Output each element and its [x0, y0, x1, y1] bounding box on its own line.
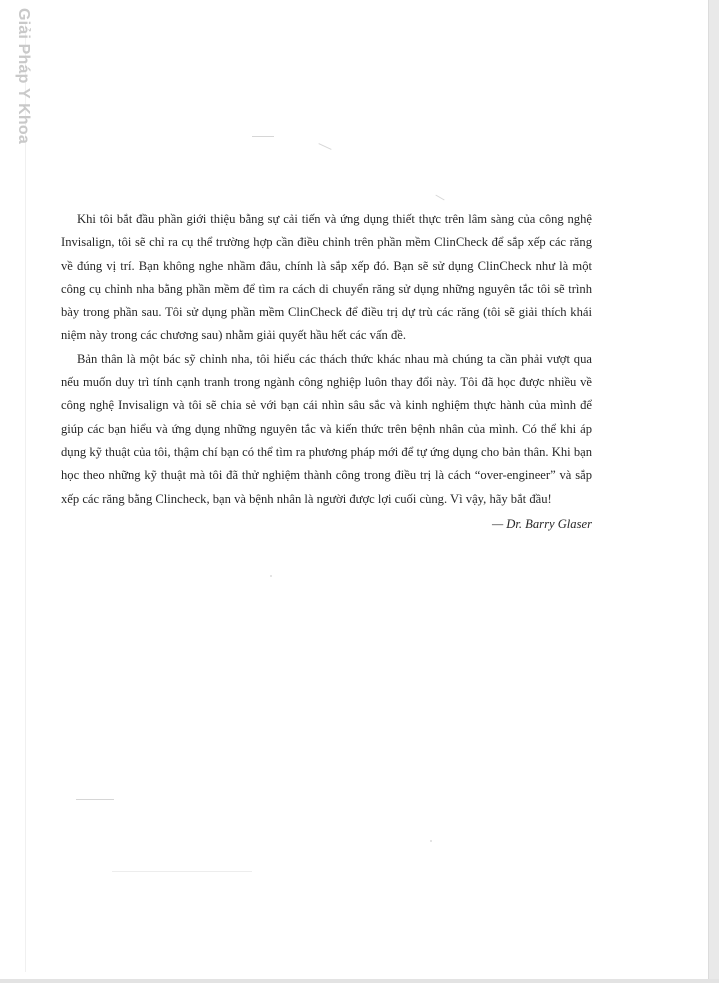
body-paragraph: Khi tôi bắt đầu phần giới thiệu bằng sự cải tiến và ứng dụng thiết thực trên lâm sàng của công nghệ Invisalign, tôi sẽ chỉ ra cụ thể trường hợp cần điều chỉnh trên phần mềm ClinCheck để sắp xếp các răng về đúng vị trí. Bạn không nghe nhầm đâu, chính là sắp xếp đó. Bạn sẽ sử dụng ClinCheck như là một công cụ chỉnh nha bằng phần mềm để tìm ra cách di chuyển răng sử dụng những nguyên tắc tôi sẽ trình bày trong phần sau. Tôi sử dụng phần mềm ClinCheck để điều trị dự trù các răng (tôi sẽ giải thích khái niệm này trong các chương sau) nhằm giải quyết hầu hết các vấn đề. [61, 212, 592, 343]
body-paragraph: Bản thân là một bác sỹ chỉnh nha, tôi hiểu các thách thức khác nhau mà chúng ta cần phải vượt qua nếu muốn duy trì tính cạnh tranh trong ngành công nghiệp luôn thay đổi này. Tôi đã học được nhiều về công nghệ Invisalign và tôi sẽ chia sẻ với bạn cái nhìn sâu sắc và kinh nghiệm thực hành của mình để giúp các bạn hiểu và ứng dụng những nguyên tắc và kiến thức trên bệnh nhân của mình. Có thể khi áp dụng kỹ thuật của tôi, thậm chí bạn có thể tìm ra phương pháp mới để tự ứng dụng cho bản thân. Khi bạn học theo những kỹ thuật mà tôi đã thử nghiệm thành công trong điều trị là cách “over-engineer” và sắp xếp các răng bằng Clincheck, bạn và bệnh nhân là người được lợi cuối cùng. Vì vậy, hãy bắt đầu! [61, 351, 592, 506]
viewer-bottom-gutter [0, 979, 719, 983]
watermark-text: Giải Pháp Y Khoa [15, 8, 32, 144]
document-body [61, 208, 592, 536]
scan-speck [435, 195, 444, 201]
author-signature: — Dr. Barry Glaser [491, 516, 592, 531]
scan-speck [318, 143, 331, 150]
scan-speck [112, 871, 252, 872]
scan-speck [252, 136, 274, 137]
scan-speck [270, 575, 272, 577]
scan-speck [76, 799, 114, 800]
scan-edge-line [25, 24, 26, 972]
viewer-right-gutter [708, 0, 719, 983]
scan-speck [430, 840, 432, 842]
